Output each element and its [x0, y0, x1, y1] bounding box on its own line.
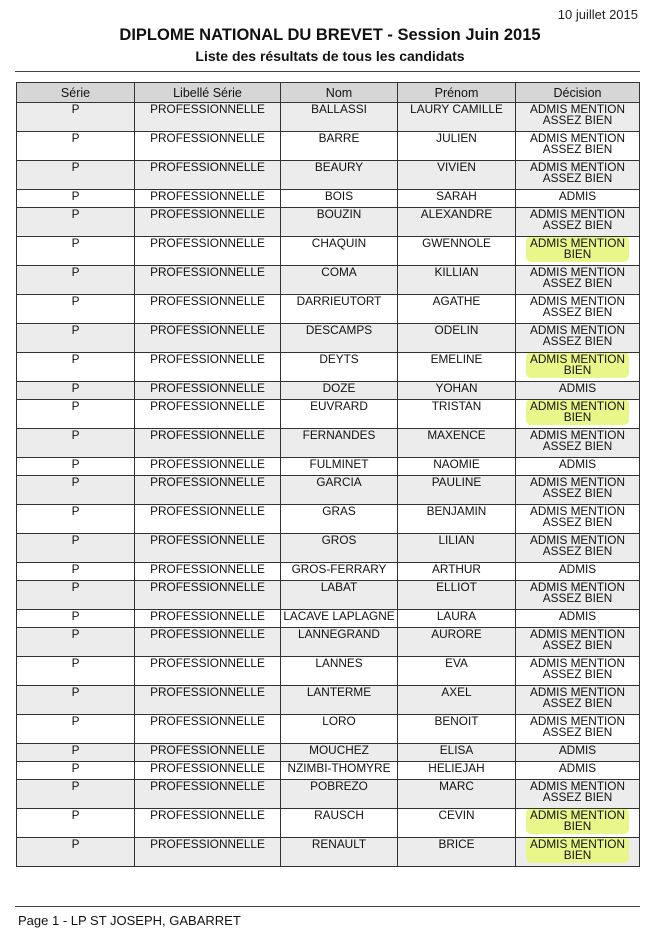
- decision-line: ASSEZ BIEN: [542, 439, 613, 453]
- cell-serie: P: [17, 809, 135, 838]
- decision-line: ADMIS MENTION: [529, 236, 626, 250]
- table-row: [17, 715, 640, 744]
- cell-libelle: PROFESSIONNELLE: [135, 208, 281, 237]
- cell-libelle: PROFESSIONNELLE: [135, 103, 281, 132]
- cell-nom: GRAS: [281, 505, 398, 534]
- cell-serie: P: [17, 266, 135, 295]
- cell-serie: P: [17, 505, 135, 534]
- column-header-serie: Série: [17, 83, 135, 103]
- decision-line: BIEN: [563, 363, 592, 377]
- cell-nom: COMA: [281, 266, 398, 295]
- decision-line: ADMIS MENTION: [529, 160, 626, 174]
- decision-line: ASSEZ BIEN: [542, 725, 613, 739]
- cell-decision: [516, 295, 640, 324]
- decision-line: ADMIS MENTION: [529, 714, 626, 728]
- cell-prenom: ODELIN: [398, 324, 516, 353]
- cell-decision: [516, 382, 640, 400]
- cell-serie: P: [17, 103, 135, 132]
- print-date: 10 juillet 2015: [557, 7, 638, 22]
- cell-decision: [516, 237, 640, 266]
- cell-serie: P: [17, 657, 135, 686]
- cell-nom: GROS-FERRARY: [281, 563, 398, 581]
- cell-nom: FERNANDES: [281, 429, 398, 458]
- decision-line: ASSEZ BIEN: [542, 638, 613, 652]
- cell-decision: [516, 161, 640, 190]
- highlighted-decision: [528, 238, 627, 260]
- cell-prenom: PAULINE: [398, 476, 516, 505]
- table-row: [17, 838, 640, 867]
- decision-line: ASSEZ BIEN: [542, 696, 613, 710]
- cell-decision: [516, 780, 640, 809]
- cell-prenom: YOHAN: [398, 382, 516, 400]
- cell-prenom: AURORE: [398, 628, 516, 657]
- cell-serie: P: [17, 190, 135, 208]
- cell-decision: [516, 686, 640, 715]
- decision-line: ADMIS MENTION: [529, 207, 626, 221]
- cell-nom: FULMINET: [281, 458, 398, 476]
- decision-line: ADMIS MENTION: [529, 475, 626, 489]
- cell-serie: P: [17, 324, 135, 353]
- highlighted-decision: [528, 354, 627, 376]
- cell-prenom: JULIEN: [398, 132, 516, 161]
- cell-libelle: PROFESSIONNELLE: [135, 458, 281, 476]
- cell-serie: P: [17, 686, 135, 715]
- decision-line: ADMIS MENTION: [529, 685, 626, 699]
- cell-prenom: MAXENCE: [398, 429, 516, 458]
- cell-nom: POBREZO: [281, 780, 398, 809]
- cell-prenom: LAURA: [398, 610, 516, 628]
- column-header-decision: Décision: [516, 83, 640, 103]
- cell-libelle: PROFESSIONNELLE: [135, 838, 281, 867]
- decision-text: [530, 534, 625, 559]
- cell-prenom: MARC: [398, 780, 516, 809]
- cell-nom: RAUSCH: [281, 809, 398, 838]
- table-row: [17, 208, 640, 237]
- cell-decision: [516, 458, 640, 476]
- cell-libelle: PROFESSIONNELLE: [135, 237, 281, 266]
- cell-serie: P: [17, 429, 135, 458]
- decision-line: BIEN: [563, 848, 592, 862]
- cell-decision: [516, 563, 640, 581]
- decision-text: [530, 295, 625, 320]
- decision-line: ASSEZ BIEN: [542, 334, 613, 348]
- cell-prenom: HELIEJAH: [398, 762, 516, 780]
- cell-serie: P: [17, 132, 135, 161]
- decision-line: ADMIS MENTION: [529, 294, 626, 308]
- cell-prenom: EVA: [398, 657, 516, 686]
- cell-nom: BEAURY: [281, 161, 398, 190]
- decision-line: ASSEZ BIEN: [542, 113, 613, 127]
- cell-serie: P: [17, 762, 135, 780]
- cell-serie: P: [17, 237, 135, 266]
- cell-libelle: PROFESSIONNELLE: [135, 132, 281, 161]
- cell-nom: GROS: [281, 534, 398, 563]
- decision-line: ADMIS MENTION: [529, 504, 626, 518]
- decision-line: ASSEZ BIEN: [542, 790, 613, 804]
- highlighted-decision: [528, 839, 627, 861]
- cell-prenom: AGATHE: [398, 295, 516, 324]
- decision-text: [530, 657, 625, 682]
- decision-text: [530, 628, 625, 653]
- cell-decision: [516, 581, 640, 610]
- table-row: [17, 657, 640, 686]
- decision-line: ADMIS: [558, 457, 597, 471]
- table-row: [17, 353, 640, 382]
- cell-decision: [516, 505, 640, 534]
- table-row: [17, 266, 640, 295]
- cell-prenom: GWENNOLE: [398, 237, 516, 266]
- cell-libelle: PROFESSIONNELLE: [135, 809, 281, 838]
- cell-libelle: PROFESSIONNELLE: [135, 744, 281, 762]
- cell-prenom: BENOIT: [398, 715, 516, 744]
- cell-decision: [516, 266, 640, 295]
- cell-prenom: SARAH: [398, 190, 516, 208]
- cell-libelle: PROFESSIONNELLE: [135, 476, 281, 505]
- table-row: [17, 429, 640, 458]
- cell-nom: DESCAMPS: [281, 324, 398, 353]
- header-divider: [15, 71, 640, 72]
- decision-line: ADMIS MENTION: [529, 102, 626, 116]
- decision-text: [559, 190, 596, 204]
- cell-decision: [516, 324, 640, 353]
- cell-serie: P: [17, 400, 135, 429]
- decision-text: [530, 132, 625, 157]
- decision-line: ASSEZ BIEN: [542, 218, 613, 232]
- cell-nom: BOUZIN: [281, 208, 398, 237]
- decision-text: [530, 161, 625, 186]
- table-row: [17, 161, 640, 190]
- decision-line: ADMIS: [558, 609, 597, 623]
- cell-nom: MOUCHEZ: [281, 744, 398, 762]
- document-title: DIPLOME NATIONAL DU BREVET - Session Juin 2015: [119, 26, 541, 44]
- cell-serie: P: [17, 161, 135, 190]
- cell-nom: LORO: [281, 715, 398, 744]
- cell-prenom: ELLIOT: [398, 581, 516, 610]
- table-header-row: [17, 83, 640, 103]
- decision-line: ADMIS MENTION: [529, 352, 626, 366]
- decision-line: ADMIS: [558, 562, 597, 576]
- decision-line: ADMIS MENTION: [529, 399, 626, 413]
- table-row: [17, 610, 640, 628]
- cell-prenom: CEVIN: [398, 809, 516, 838]
- decision-text: [530, 429, 625, 454]
- cell-decision: [516, 353, 640, 382]
- cell-nom: LANNEGRAND: [281, 628, 398, 657]
- cell-libelle: PROFESSIONNELLE: [135, 628, 281, 657]
- decision-line: ADMIS: [558, 743, 597, 757]
- decision-line: ASSEZ BIEN: [542, 276, 613, 290]
- table-row: [17, 382, 640, 400]
- cell-libelle: PROFESSIONNELLE: [135, 266, 281, 295]
- table-row: [17, 190, 640, 208]
- cell-libelle: PROFESSIONNELLE: [135, 353, 281, 382]
- table-row: [17, 295, 640, 324]
- decision-text: [530, 266, 625, 291]
- table-row: [17, 324, 640, 353]
- cell-libelle: PROFESSIONNELLE: [135, 686, 281, 715]
- cell-nom: BALLASSI: [281, 103, 398, 132]
- cell-libelle: PROFESSIONNELLE: [135, 400, 281, 429]
- cell-decision: [516, 190, 640, 208]
- cell-nom: EUVRARD: [281, 400, 398, 429]
- cell-serie: P: [17, 534, 135, 563]
- cell-prenom: BENJAMIN: [398, 505, 516, 534]
- cell-nom: BOIS: [281, 190, 398, 208]
- decision-line: ASSEZ BIEN: [542, 667, 613, 681]
- cell-decision: [516, 715, 640, 744]
- cell-nom: CHAQUIN: [281, 237, 398, 266]
- results-table: [16, 82, 640, 867]
- cell-serie: P: [17, 382, 135, 400]
- cell-prenom: ARTHUR: [398, 563, 516, 581]
- decision-text: [559, 762, 596, 776]
- table-row: [17, 686, 640, 715]
- highlighted-decision: [528, 401, 627, 423]
- decision-line: ASSEZ BIEN: [542, 171, 613, 185]
- cell-nom: LANNES: [281, 657, 398, 686]
- decision-line: ADMIS MENTION: [529, 808, 626, 822]
- decision-text: [530, 581, 625, 606]
- cell-libelle: PROFESSIONNELLE: [135, 324, 281, 353]
- decision-text: [530, 324, 625, 349]
- decision-line: ASSEZ BIEN: [542, 515, 613, 529]
- cell-decision: [516, 132, 640, 161]
- cell-prenom: ALEXANDRE: [398, 208, 516, 237]
- decision-line: ADMIS: [558, 381, 597, 395]
- cell-libelle: PROFESSIONNELLE: [135, 190, 281, 208]
- decision-line: ADMIS MENTION: [529, 580, 626, 594]
- decision-line: BIEN: [563, 247, 592, 261]
- table-row: [17, 237, 640, 266]
- cell-libelle: PROFESSIONNELLE: [135, 657, 281, 686]
- decision-line: ASSEZ BIEN: [542, 305, 613, 319]
- column-header-libelle: Libellé Série: [135, 83, 281, 103]
- cell-decision: [516, 476, 640, 505]
- decision-text: [530, 715, 625, 740]
- cell-decision: [516, 762, 640, 780]
- decision-line: ADMIS MENTION: [529, 265, 626, 279]
- table-row: [17, 809, 640, 838]
- decision-line: ASSEZ BIEN: [542, 544, 613, 558]
- decision-line: ADMIS MENTION: [529, 533, 626, 547]
- decision-line: ADMIS MENTION: [529, 627, 626, 641]
- cell-prenom: TRISTAN: [398, 400, 516, 429]
- cell-nom: LANTERME: [281, 686, 398, 715]
- footer-divider: [15, 906, 640, 907]
- table-row: [17, 476, 640, 505]
- cell-decision: [516, 657, 640, 686]
- table-row: [17, 400, 640, 429]
- cell-libelle: PROFESSIONNELLE: [135, 429, 281, 458]
- table-row: [17, 132, 640, 161]
- decision-text: [530, 208, 625, 233]
- table-row: [17, 780, 640, 809]
- cell-prenom: LAURY CAMILLE: [398, 103, 516, 132]
- decision-line: ADMIS MENTION: [529, 779, 626, 793]
- cell-decision: [516, 809, 640, 838]
- cell-serie: P: [17, 563, 135, 581]
- cell-libelle: PROFESSIONNELLE: [135, 715, 281, 744]
- cell-prenom: AXEL: [398, 686, 516, 715]
- cell-libelle: PROFESSIONNELLE: [135, 780, 281, 809]
- cell-serie: P: [17, 208, 135, 237]
- cell-prenom: BRICE: [398, 838, 516, 867]
- document-subtitle: Liste des résultats de tous les candidats: [195, 48, 465, 64]
- decision-text: [559, 382, 596, 396]
- results-body: [17, 103, 640, 867]
- column-header-prenom: Prénom: [398, 83, 516, 103]
- decision-line: BIEN: [563, 410, 592, 424]
- decision-text: [559, 563, 596, 577]
- cell-prenom: EMELINE: [398, 353, 516, 382]
- decision-line: ADMIS MENTION: [529, 837, 626, 851]
- cell-decision: [516, 208, 640, 237]
- cell-serie: P: [17, 838, 135, 867]
- decision-line: ASSEZ BIEN: [542, 142, 613, 156]
- cell-decision: [516, 400, 640, 429]
- cell-nom: LABAT: [281, 581, 398, 610]
- cell-serie: P: [17, 295, 135, 324]
- cell-nom: NZIMBI-THOMYRE: [281, 762, 398, 780]
- cell-libelle: PROFESSIONNELLE: [135, 581, 281, 610]
- cell-nom: RENAULT: [281, 838, 398, 867]
- cell-serie: P: [17, 610, 135, 628]
- cell-nom: DEYTS: [281, 353, 398, 382]
- cell-prenom: ELISA: [398, 744, 516, 762]
- cell-serie: P: [17, 744, 135, 762]
- page-footer: Page 1 - LP ST JOSEPH, GABARRET: [18, 913, 241, 928]
- decision-text: [559, 610, 596, 624]
- cell-libelle: PROFESSIONNELLE: [135, 295, 281, 324]
- cell-nom: DARRIEUTORT: [281, 295, 398, 324]
- decision-text: [530, 505, 625, 530]
- cell-serie: P: [17, 476, 135, 505]
- decision-line: ASSEZ BIEN: [542, 591, 613, 605]
- decision-text: [559, 744, 596, 758]
- table-row: [17, 563, 640, 581]
- cell-prenom: NAOMIE: [398, 458, 516, 476]
- decision-line: BIEN: [563, 819, 592, 833]
- cell-nom: BARRE: [281, 132, 398, 161]
- table-row: [17, 762, 640, 780]
- cell-decision: [516, 610, 640, 628]
- cell-serie: P: [17, 715, 135, 744]
- decision-text: [530, 103, 625, 128]
- cell-nom: DOZE: [281, 382, 398, 400]
- cell-libelle: PROFESSIONNELLE: [135, 534, 281, 563]
- cell-decision: [516, 534, 640, 563]
- cell-libelle: PROFESSIONNELLE: [135, 505, 281, 534]
- cell-nom: LACAVE LAPLAGNE: [281, 610, 398, 628]
- cell-decision: [516, 429, 640, 458]
- decision-line: ASSEZ BIEN: [542, 486, 613, 500]
- decision-line: ADMIS MENTION: [529, 131, 626, 145]
- cell-prenom: LILIAN: [398, 534, 516, 563]
- decision-line: ADMIS: [558, 761, 597, 775]
- cell-nom: GARCIA: [281, 476, 398, 505]
- table-row: [17, 581, 640, 610]
- decision-text: [530, 780, 625, 805]
- cell-serie: P: [17, 628, 135, 657]
- table-row: [17, 505, 640, 534]
- column-header-nom: Nom: [281, 83, 398, 103]
- cell-decision: [516, 744, 640, 762]
- cell-serie: P: [17, 780, 135, 809]
- cell-serie: P: [17, 458, 135, 476]
- decision-line: ADMIS: [558, 189, 597, 203]
- highlighted-decision: [528, 810, 627, 832]
- decision-line: ADMIS MENTION: [529, 323, 626, 337]
- cell-serie: P: [17, 353, 135, 382]
- decision-text: [530, 476, 625, 501]
- table-row: [17, 534, 640, 563]
- cell-libelle: PROFESSIONNELLE: [135, 161, 281, 190]
- decision-text: [530, 686, 625, 711]
- cell-decision: [516, 628, 640, 657]
- cell-prenom: KILLIAN: [398, 266, 516, 295]
- cell-prenom: VIVIEN: [398, 161, 516, 190]
- table-row: [17, 103, 640, 132]
- decision-text: [559, 458, 596, 472]
- cell-libelle: PROFESSIONNELLE: [135, 610, 281, 628]
- decision-line: ADMIS MENTION: [529, 656, 626, 670]
- table-row: [17, 744, 640, 762]
- cell-decision: [516, 838, 640, 867]
- cell-libelle: PROFESSIONNELLE: [135, 382, 281, 400]
- cell-libelle: PROFESSIONNELLE: [135, 762, 281, 780]
- table-row: [17, 628, 640, 657]
- table-row: [17, 458, 640, 476]
- decision-line: ADMIS MENTION: [529, 428, 626, 442]
- cell-serie: P: [17, 581, 135, 610]
- cell-decision: [516, 103, 640, 132]
- cell-libelle: PROFESSIONNELLE: [135, 563, 281, 581]
